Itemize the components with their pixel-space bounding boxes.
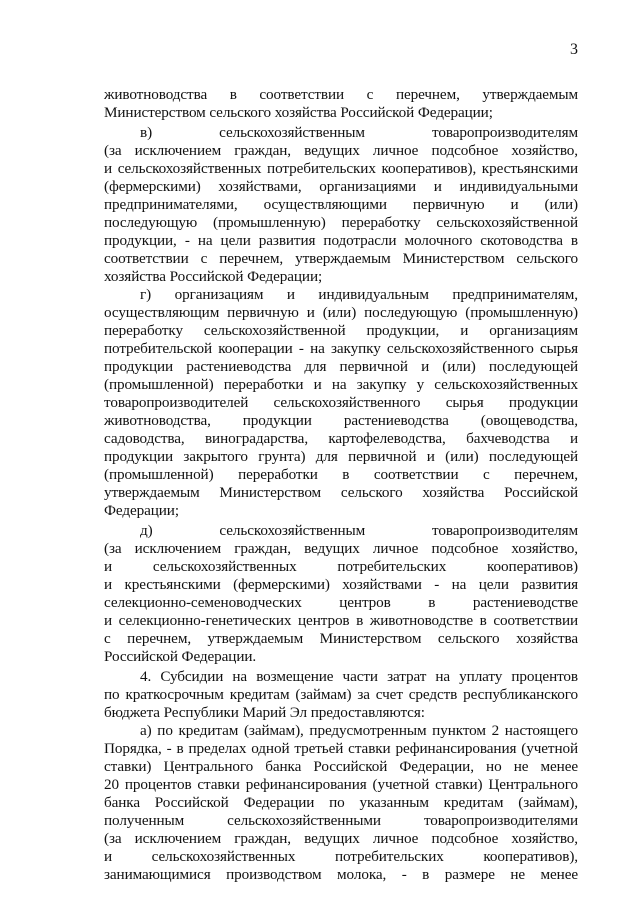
text-line: продукции закрытого грунта) для первичной и (или) последующей xyxy=(104,448,578,465)
text-line: животноводства, продукции растениеводства (овощеводства, xyxy=(104,412,578,429)
text-line: соответствии с перечнем, утверждаемым Министерством сельского xyxy=(104,250,578,267)
text-line: д) сельскохозяйственным товаропроизводителям xyxy=(140,522,578,539)
text-line: Министерством сельского хозяйства Российской Федерации; xyxy=(104,104,493,121)
text-line: бюджета Республики Марий Эл предоставляются: xyxy=(104,704,425,721)
text-line: Российской Федерации. xyxy=(104,648,257,665)
text-line: (фермерскими) хозяйствами, организациями и индивидуальными xyxy=(104,178,578,195)
text-line: с перечнем, утверждаемым Министерством сельского хозяйства xyxy=(104,630,578,647)
text-line: предпринимателями, осуществляющими первичную и (или) xyxy=(104,196,578,213)
text-line: ставки) Центрального банка Российской Федерации, но не менее xyxy=(104,758,578,775)
text-line: (промышленной) переработки в соответствии с перечнем, xyxy=(104,466,578,483)
text-line: последующую (промышленную) переработку сельскохозяйственной xyxy=(104,214,578,231)
text-line: животноводства в соответствии с перечнем, утверждаемым xyxy=(104,86,578,103)
text-line: занимающимися производством молока, - в размере не менее xyxy=(104,866,578,883)
text-line: продукции растениеводства для первичной и (или) последующей xyxy=(104,358,578,375)
text-line: Порядка, - в пределах одной третьей ставки рефинансирования (учетной xyxy=(104,740,578,757)
text-line: банка Российской Федерации по указанным кредитам (займам), xyxy=(104,794,578,811)
text-line: и сельскохозяйственных потребительских кооперативов) xyxy=(104,558,578,575)
text-line: селекционно-семеноводческих центров в растениеводстве xyxy=(104,594,578,611)
text-line: в) сельскохозяйственным товаропроизводителям xyxy=(140,124,578,141)
text-line: г) организациям и индивидуальным предпринимателям, xyxy=(140,286,578,303)
text-line: 20 процентов ставки рефинансирования (учетной ставки) Центрального xyxy=(104,776,578,793)
text-line: 4. Субсидии на возмещение части затрат на уплату процентов xyxy=(140,668,578,685)
text-line: (за исключением граждан, ведущих личное подсобное хозяйство, xyxy=(104,830,578,847)
text-line: по краткосрочным кредитам (займам) за счет средств республиканского xyxy=(104,686,578,703)
text-line: полученным сельскохозяйственными товаропроизводителями xyxy=(104,812,578,829)
text-line: и селекционно-генетических центров в животноводстве в соответствии xyxy=(104,612,578,629)
text-line: а) по кредитам (займам), предусмотренным пунктом 2 настоящего xyxy=(140,722,578,739)
text-line: Федерации; xyxy=(104,502,179,519)
text-line: потребительской кооперации - на закупку сельскохозяйственного сырья xyxy=(104,340,578,357)
text-line: и сельскохозяйственных потребительских кооперативов), крестьянскими xyxy=(104,160,578,177)
text-line: садоводства, виноградарства, картофелеводства, бахчеводства и xyxy=(104,430,578,447)
text-line: (промышленной) переработки и на закупку у сельскохозяйственных xyxy=(104,376,578,393)
page-number: 3 xyxy=(570,41,578,58)
text-line: продукции, - на цели развития подотрасли молочного скотоводства в xyxy=(104,232,578,249)
text-line: (за исключением граждан, ведущих личное подсобное хозяйство, xyxy=(104,540,578,557)
text-line: и крестьянскими (фермерскими) хозяйствами - на цели развития xyxy=(104,576,578,593)
text-line: утверждаемым Министерством сельского хозяйства Российской xyxy=(104,484,578,501)
text-line: переработку сельскохозяйственной продукции, и организациям xyxy=(104,322,578,339)
text-line: осуществляющим первичную и (или) последующую (промышленную) xyxy=(104,304,578,321)
text-line: и сельскохозяйственных потребительских кооперативов), xyxy=(104,848,578,865)
text-line: (за исключением граждан, ведущих личное подсобное хозяйство, xyxy=(104,142,578,159)
text-line: товаропроизводителей сельскохозяйственного сырья продукции xyxy=(104,394,578,411)
text-line: хозяйства Российской Федерации; xyxy=(104,268,323,285)
